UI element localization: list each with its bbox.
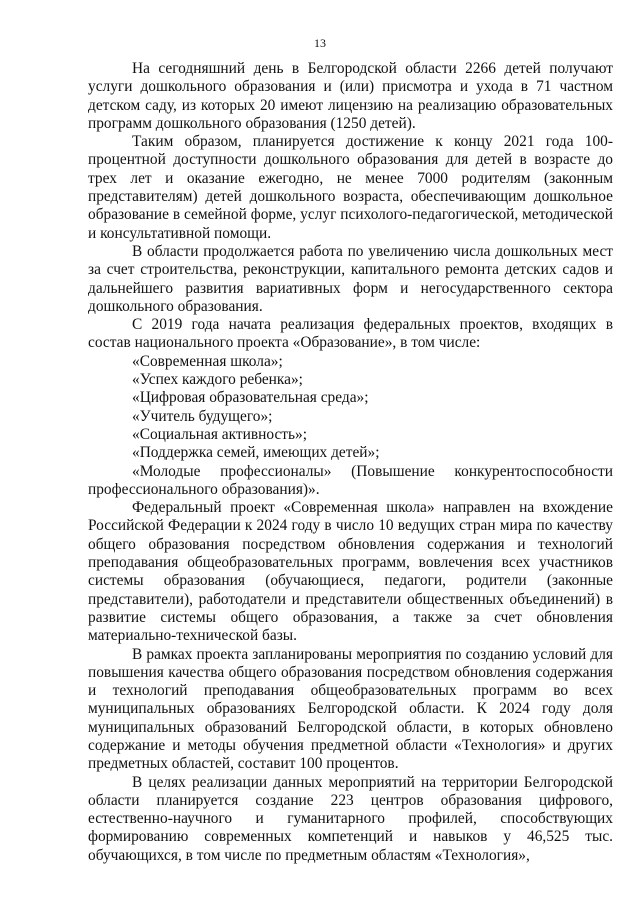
paragraph-project-activities: В рамках проекта запланированы мероприятия по созданию условий для повышения качества общего образования посредством обновления содержания и технологий преподавания общеобразовательных программ во всех муниципальных образованиях Белгородской области. К 2024 году доля муниципальных образований Белгородской области, в которых обновлено содержание и методы обучения предметной области «Технология» и других предметных областей, составит 100 процентов.	[88, 645, 613, 773]
paragraph-federal-projects-intro: С 2019 года начата реализация федеральных проектов, входящих в состав национального проекта «Образование», в том числе:	[88, 316, 613, 352]
project-list-item: «Молодые профессионалы» (Повышение конкурентоспособности профессионального образования)».	[88, 462, 613, 498]
paragraph-modern-school: Федеральный проект «Современная школа» направлен на вхождение Российской Федерации к 2024 году в число 10 ведущих стран мира по качеству общего образования посредством обновления содержания и технологий преподавания общеобразовательных программ, вовлечения всех участников системы образования (обучающиеся, педагоги, родители (законные представители), работодатели и представители общественных объединений) в развитие системы общего образования, а также за счет обновления материально-технической базы.	[88, 499, 613, 645]
project-list-item: «Учитель будущего»;	[132, 407, 273, 425]
paragraph-private-kindergartens: На сегодняшний день в Белгородской области 2266 детей получают услуги дошкольного образования и (или) присмотра и ухода в 71 частном детском саду, из которых 20 имеют лицензию на реализацию образовательных программ дошкольного образования (1250 детей).	[88, 60, 613, 132]
paragraph-accessibility-goal: Таким образом, планируется достижение к концу 2021 года 100-процентной доступности дошкольного образования для детей в возрасте до трех лет и оказание ежегодно, не менее 7000 родителям (законным представителям) детей дошкольного возраста, обеспечивающим дошкольное образование в семейной форме, услуг психолого-педагогической, методической и консультативной помощи.	[88, 133, 613, 242]
paragraph-centers-creation: В целях реализации данных мероприятий на территории Белгородской области планируется создание 223 центров образования цифрового, естественно-научного и гуманитарного профилей, способствующих формированию современных компетенций и навыков у 46,525 тыс. обучающихся, в том числе по предметным областям «Технология»,	[88, 773, 613, 864]
page-number: 13	[314, 36, 326, 50]
project-list-item: «Цифровая образовательная среда»;	[132, 389, 369, 407]
project-list-item: «Успех каждого ребенка»;	[132, 371, 303, 389]
document-body	[88, 60, 613, 865]
project-list-item: «Социальная активность»;	[132, 425, 307, 443]
project-list-item: «Поддержка семей, имеющих детей»;	[132, 444, 380, 462]
project-list-item: «Современная школа»;	[132, 352, 283, 370]
paragraph-preschool-places: В области продолжается работа по увеличению числа дошкольных мест за счет строительства, реконструкции, капитального ремонта детских садов и дальнейшего развития вариативных форм и негосударственного сектора дошкольного образования.	[88, 242, 613, 315]
